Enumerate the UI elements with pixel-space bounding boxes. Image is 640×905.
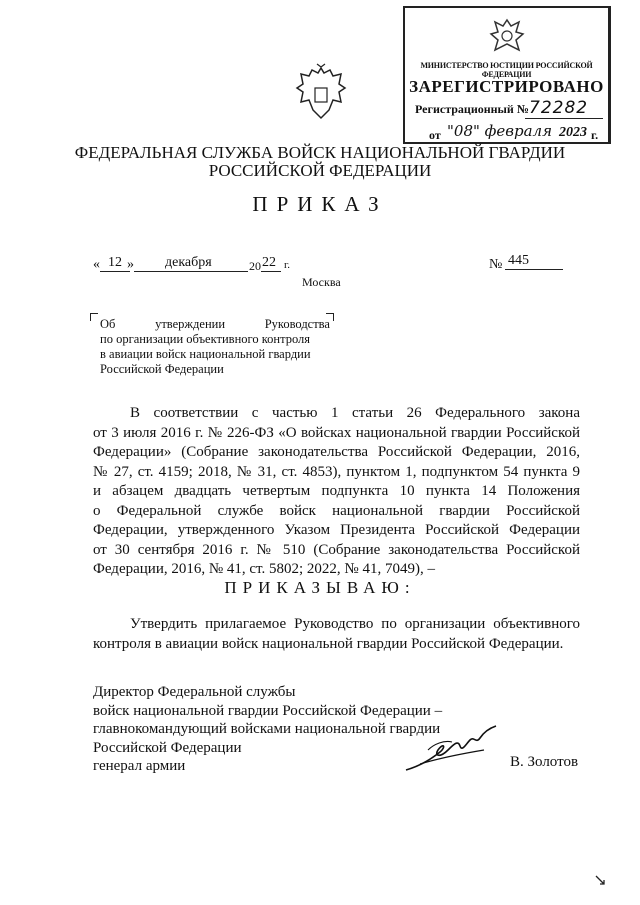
body-paragraph-1 [93, 404, 580, 580]
day-underline [100, 271, 130, 272]
signature-line: Директор Федеральной службы [93, 684, 296, 700]
city: Москва [302, 275, 341, 289]
body-line: от 30 сентября 2016 г. № 510 (Собрание законодательства Российской [93, 541, 580, 558]
date-year-digits: 22 [262, 255, 276, 270]
subject-line-4: Российской Федерации [100, 362, 224, 376]
org-name-line2: РОССИЙСКОЙ ФЕДЕРАЦИИ [208, 161, 432, 180]
date-year-mark: г. [284, 259, 291, 271]
stamp-date-value: "08" февраля [447, 122, 553, 140]
stamp-year-suffix: г. [591, 128, 599, 142]
stamp-number-underline [525, 118, 603, 119]
signature-line: войск национальной гвардии Российской Федерации – [93, 702, 443, 719]
month-underline [134, 271, 248, 272]
year-underline [261, 271, 281, 272]
subject-line-3: в авиации войск национальной гвардии [100, 347, 311, 361]
date-open-quote: « [93, 257, 100, 272]
date-day: 12 [108, 255, 122, 270]
stamp-reg-number: 72282 [529, 98, 589, 118]
body-line: Федерации, утвержденного Указом Президента Российской Федерации [93, 522, 580, 538]
subject-block [100, 317, 330, 377]
stamp-ministry: МИНИСТЕРСТВО ЮСТИЦИИ РОССИЙСКОЙ ФЕДЕРАЦИИ [420, 61, 593, 79]
handwritten-signature [400, 720, 510, 780]
body-paragraph-2 [93, 615, 580, 654]
body-line: Федерации, 2016, № 41, ст. 5802; 2022, № 41, 7049), – [93, 561, 435, 577]
date-month: декабря [165, 255, 212, 270]
subject-bracket-left [90, 313, 98, 321]
order-word: ПРИКАЗЫВАЮ: [224, 578, 416, 597]
body-line: № 27, ст. 4159; 2018, № 31, ст. 4853), пунктом 1, подпунктом 54 пункта 9 [93, 463, 580, 480]
subject-line-2: по организации объективного контроля [100, 332, 311, 346]
body-line: от 3 июля 2016 г. № 226-ФЗ «О войсках национальной гвардии Российской [93, 424, 580, 441]
signer-name: В. Золотов [510, 754, 579, 770]
signature-line: главнокомандующий войсками национальной гвардии [93, 721, 441, 737]
body-line: и абзацем двадцать четвертым подпункта 10 пункта 14 Положения [93, 483, 580, 499]
signature-block [93, 683, 442, 776]
body-line: контроля в авиации войск национальной гвардии Российской Федерации. [93, 635, 564, 652]
number-underline [505, 269, 563, 270]
body-line: Федерации» (Собрание законодательства Российской Федерации, 2016, [93, 444, 580, 460]
stamp-year: 2023 [559, 125, 587, 140]
registration-stamp [403, 6, 611, 144]
document-title: ПРИКАЗ [252, 192, 388, 216]
stamp-date-prefix: от [429, 128, 441, 142]
date-close-quote: » [127, 257, 134, 272]
subject-line-1: Об утверждении Руководства [100, 317, 330, 331]
signature-line: генерал армии [93, 758, 186, 774]
coat-of-arms-icon [293, 62, 349, 126]
stamp-reg-number-label: Регистрационный № [415, 102, 529, 116]
date-year-prefix: 20 [249, 259, 261, 273]
scan-mark-icon [594, 874, 606, 886]
stamp-registered: ЗАРЕГИСТРИРОВАНО [409, 77, 604, 96]
body-line: Утвердить прилагаемое Руководство по организации объективного [130, 616, 580, 632]
emblem-icon [485, 16, 529, 58]
body-line: В соответствии с частью 1 статьи 26 Федерального закона [130, 405, 580, 421]
signature-line: Российской Федерации [93, 739, 242, 756]
org-name-line1: ФЕДЕРАЛЬНАЯ СЛУЖБА ВОЙСК НАЦИОНАЛЬНОЙ ГВАРДИИ [74, 143, 566, 162]
body-line: о Федеральной службе войск национальной гвардии Российской [93, 502, 580, 519]
order-number-label: № [489, 257, 503, 272]
order-number: 445 [508, 253, 529, 268]
